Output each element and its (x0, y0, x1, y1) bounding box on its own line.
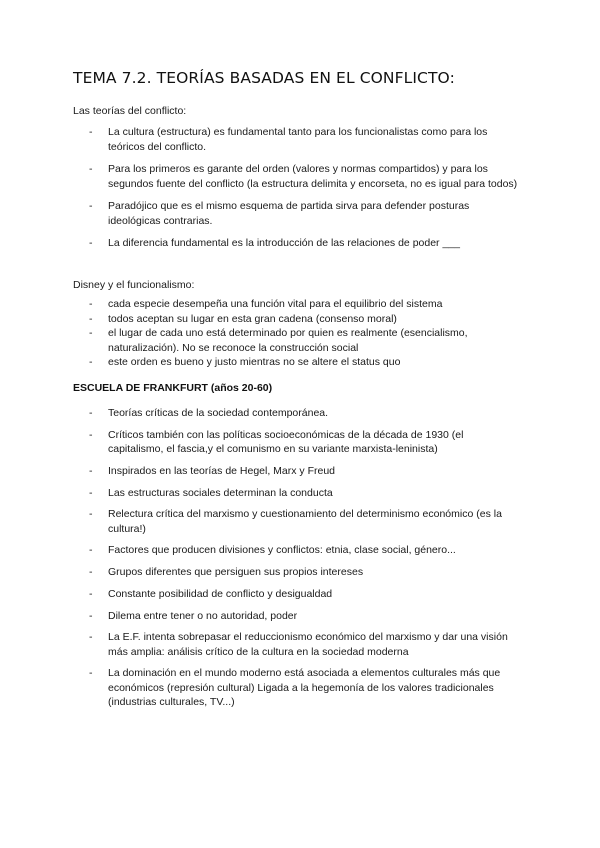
list-item (0, 609, 520, 624)
list-item-text: Teorías críticas de la sociedad contemporánea. (108, 407, 329, 419)
bullet-dash: - (89, 200, 93, 212)
page-title: TEMA 7.2. TEORÍAS BASADAS EN EL CONFLICTO: (73, 69, 455, 87)
list-item-text: todos aceptan su lugar en esta gran cadena (consenso moral) (108, 312, 397, 325)
list-item (0, 543, 520, 558)
bullet-dash: - (89, 126, 93, 138)
list-item-text: Factores que producen divisiones y conflictos: etnia, clase social, género... (108, 544, 456, 557)
list-item-text: La E.F. intenta sobrepasar el reduccionismo económico del marxismo y dar una visión más amplia: análisis crítico de la cultura en la sociedad moderna (108, 631, 508, 658)
list-item-text: La dominación en el mundo moderno está asociada a elementos culturales más que económicos (represión cultural) Ligada a la hegemonía de los valores tradicionales (industrias culturales, TV...) (108, 667, 501, 709)
list-item-text: Constante posibilidad de conflicto y desigualdad (108, 587, 333, 600)
list-item (0, 428, 520, 457)
bullet-dash: - (89, 587, 93, 600)
bullet-dash: - (89, 566, 93, 579)
list-item (0, 162, 520, 191)
list-item-text: Paradójico que es el mismo esquema de partida sirva para defender posturas ideológicas contrarias. (108, 200, 470, 227)
list-item-text: Las estructuras sociales determinan la conducta (108, 486, 333, 499)
bullet-dash: - (89, 428, 93, 441)
bullet-dash: - (89, 237, 93, 249)
section1-list (0, 125, 520, 259)
list-item (0, 507, 520, 536)
list-item (0, 630, 520, 659)
list-item (0, 565, 520, 580)
bullet-dash: - (89, 486, 93, 499)
list-item-text: La diferencia fundamental es la introducción de las relaciones de poder ___ (108, 237, 460, 249)
list-item (0, 406, 520, 421)
bullet-dash: - (89, 356, 93, 368)
bullet-dash: - (89, 327, 93, 339)
bullet-dash: - (89, 298, 93, 310)
list-item (0, 125, 520, 154)
list-item (0, 666, 520, 710)
list-item-text: cada especie desempeña una función vital para el equilibrio del sistema (108, 298, 443, 310)
section3-heading: ESCUELA DE FRANKFURT (años 20-60) (73, 382, 273, 394)
list-item (0, 587, 520, 602)
list-item-text: Grupos diferentes que persiguen sus propios intereses (108, 566, 364, 579)
list-item (0, 355, 520, 370)
bullet-dash: - (89, 609, 93, 622)
list-item-text: este orden es bueno y justo mientras no se altere el status quo (108, 356, 401, 368)
bullet-dash: - (89, 407, 93, 419)
section2-list (0, 297, 520, 370)
list-item-text: Dilema entre tener o no autoridad, poder (108, 609, 298, 622)
section1-intro: Las teorías del conflicto: (73, 105, 187, 117)
list-item-text: Para los primeros es garante del orden (valores y normas compartidos) y para los segundos fuente del conflicto (la estructura delimita y encorseta, no es igual para todos) (108, 163, 518, 190)
list-item-text: Inspirados en las teorías de Hegel, Marx y Freud (108, 464, 336, 477)
list-item (0, 486, 520, 501)
list-item-text: Críticos también con las políticas socioeconómicas de la década de 1930 (el capitalismo, el fascia,y el comunismo en su variante marxista-leninista) (108, 428, 464, 456)
list-item-text: La cultura (estructura) es fundamental tanto para los funcionalistas como para los teóricos del conflicto. (108, 126, 488, 153)
list-item (0, 326, 520, 355)
bullet-dash: - (89, 312, 93, 325)
list-item-text: el lugar de cada uno está determinado por quien es realmente (esencialismo, naturalización). No se reconoce la construcción social (108, 327, 468, 354)
bullet-dash: - (89, 631, 93, 644)
bullet-dash: - (89, 508, 93, 521)
bullet-dash: - (89, 464, 93, 477)
section2-intro: Disney y el funcionalismo: (73, 279, 195, 291)
bullet-dash: - (89, 544, 93, 557)
section3-list (0, 406, 520, 717)
list-item (0, 199, 520, 228)
list-item-text: Relectura crítica del marxismo y cuestionamiento del determinismo económico (es la cultura!) (108, 508, 502, 535)
list-item (0, 464, 520, 479)
bullet-dash: - (89, 667, 93, 680)
list-item (0, 312, 520, 327)
bullet-dash: - (89, 163, 93, 175)
list-item (0, 297, 520, 312)
list-item (0, 236, 520, 251)
